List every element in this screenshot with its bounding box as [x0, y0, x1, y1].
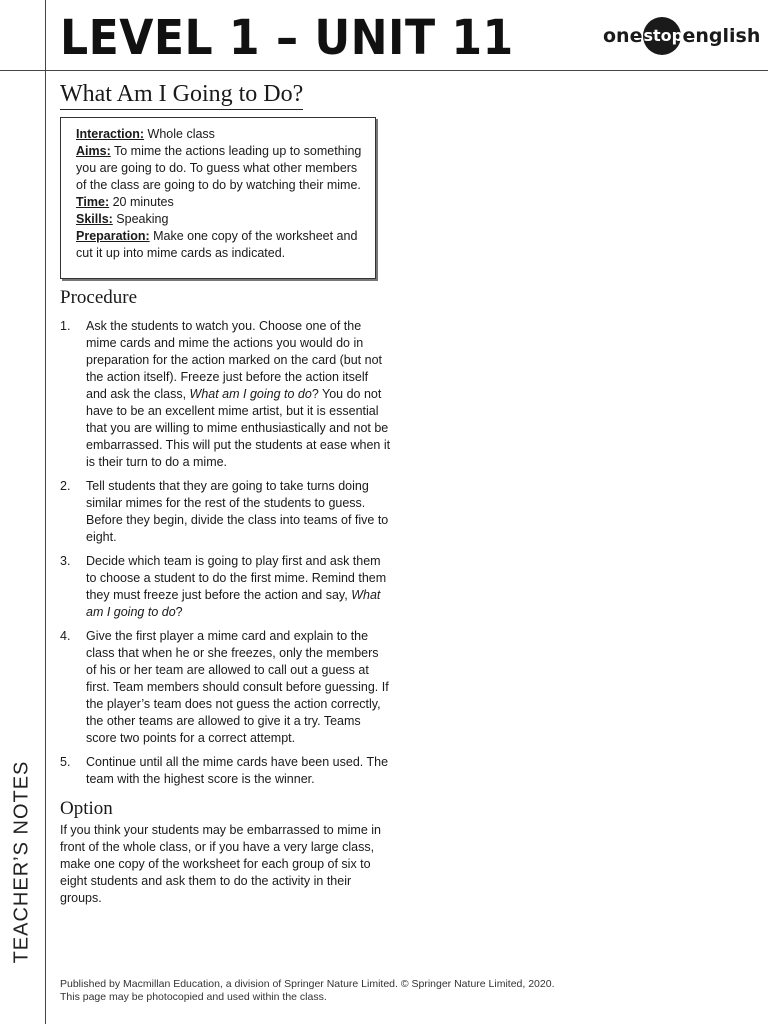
option-heading: Option	[60, 798, 113, 819]
step-text-end: ? You do not have to be an excellent mime artist, but it is essential that you are willing to mime enthusiastically and not be embarrassed. This will put the students at ease when it is their turn to do a mime.	[86, 387, 391, 469]
logo-text-one: one	[603, 25, 643, 47]
info-preparation-label: Preparation:	[76, 229, 150, 243]
procedure-step	[60, 553, 392, 621]
step-text-italic: What am I going to do	[86, 588, 381, 619]
step-text: Ask the students to watch you. Choose one of the mime cards and mime the actions you would do in preparation for the action marked on the card (but not the action itself). Freeze just before the action itself and ask the class,	[86, 319, 383, 401]
step-number: 3.	[60, 554, 71, 568]
step-text: Continue until all the mime cards have been used. The team with the highest score is the winner.	[86, 755, 389, 786]
step-text: Give the first player a mime card and explain to the class that when he or she freezes, only the members of his or her team are allowed to call out a guess at first. Team members should consult before guessing. If the player’s team does not guess the action correctly, the other teams are allowed to give it a try. Teams score two points for a correct attempt.	[86, 629, 389, 745]
step-number: 4.	[60, 629, 71, 643]
info-preparation-value: Make one copy of the worksheet and cut it up into mime cards as indicated.	[76, 229, 358, 260]
activity-info-box	[60, 117, 376, 279]
onestopenglish-logo	[603, 16, 760, 56]
info-aims-value: To mime the actions leading up to something you are going to do. To guess what other members of the class are going to do by watching their mime.	[76, 144, 362, 192]
procedure-step	[60, 754, 392, 788]
step-number: 2.	[60, 479, 71, 493]
option-text: If you think your students may be embarrassed to mime in front of the whole class, or if you have a very large class, make one copy of the worksheet for each group of six to eight students and ask them to do the activity in their groups.	[60, 823, 381, 905]
info-time-label: Time:	[76, 195, 110, 209]
step-text-end: ?	[175, 605, 183, 619]
step-text: Tell students that they are going to take turns doing similar mimes for the rest of the students to guess. Before they begin, divide the class into teams of five to eight.	[86, 479, 389, 544]
footer-publisher-line: Published by Macmillan Education, a division of Springer Nature Limited. © Springer Nature Limited, 2020.	[60, 978, 555, 990]
sidebar-divider	[45, 0, 46, 1024]
procedure-step	[60, 628, 392, 747]
info-aims	[76, 143, 367, 194]
worksheet-title: What Am I Going to Do?	[60, 80, 303, 110]
procedure-step	[60, 478, 392, 546]
info-time-value: 20 minutes	[109, 195, 174, 209]
logo-text-english: english	[682, 25, 761, 47]
procedure-heading: Procedure	[60, 287, 138, 308]
info-interaction-label: Interaction:	[76, 127, 145, 141]
info-skills	[76, 211, 367, 228]
page-footer	[60, 978, 750, 1004]
step-text: Decide which team is going to play first and ask them to choose a student to do the first mime. Remind them they must freeze just before the action and say,	[86, 554, 387, 602]
step-number: 5.	[60, 755, 71, 769]
step-text-italic: What am I going to do	[189, 387, 312, 401]
header-divider	[0, 70, 768, 71]
logo-badge-stop: stop	[643, 17, 681, 55]
unit-heading: LEVEL 1 – UNIT 11	[60, 10, 514, 66]
info-interaction	[76, 126, 367, 143]
info-interaction-value: Whole class	[144, 127, 215, 141]
procedure-step	[60, 318, 392, 471]
step-number: 1.	[60, 319, 71, 333]
info-aims-label: Aims:	[76, 144, 111, 158]
info-time	[76, 194, 367, 211]
info-skills-label: Skills:	[76, 212, 113, 226]
info-preparation	[76, 228, 367, 262]
teachers-notes-label: TEACHER’S NOTES	[10, 760, 33, 964]
procedure-steps	[60, 318, 392, 795]
info-skills-value: Speaking	[112, 212, 169, 226]
footer-photocopy-line: This page may be photocopied and used within the class.	[60, 991, 327, 1003]
